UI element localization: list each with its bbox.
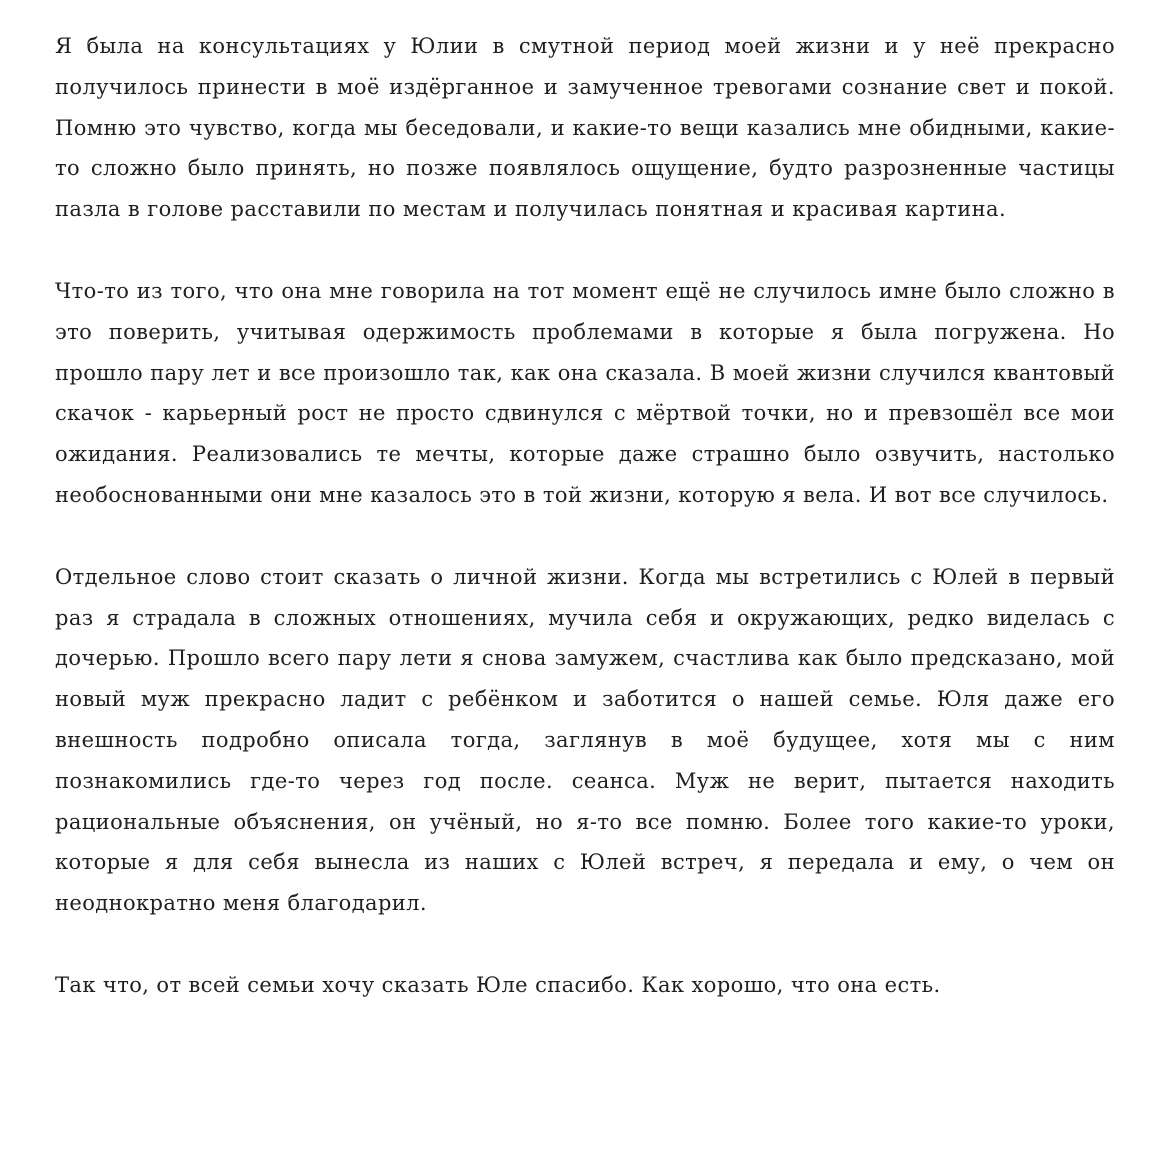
paragraph-personal-life: Отдельное слово стоит сказать о личной жизни. Когда мы встретились с Юлей в первый раз я страдала в сложных отношениях, мучила себя и окружающих, редко виделась с дочерью. Прошло всего пару лети я снова замужем, счастлива как было предсказано, мой новый муж прекрасно ладит с ребёнком и заботится о нашей семье. Юля даже его внешность подробно описала тогда, заглянув в моё будущее, хотя мы с ним познакомились где-то через год после. сеанса. Муж не верит, пытается находить рациональные объяснения, он учёный, но я-то все помню. Более того какие-то уроки, которые я для себя вынесла из наших с Юлей встреч, я передала и ему, о чем он неоднократно меня благодарил. bbox=[55, 564, 1115, 916]
testimonial-text bbox=[55, 26, 1115, 1006]
paragraph-thanks: Так что, от всей семьи хочу сказать Юле спасибо. Как хорошо, что она есть. bbox=[55, 972, 941, 997]
paragraph-career: Что-то из того, что она мне говорила на тот момент ещё не случилось имне было сложно в это поверить, учитывая одержимость проблемами в которые я была погружена. Но прошло пару лет и все произошло так, как она сказала. В моей жизни случился квантовый скачок - карьерный рост не просто сдвинулся с мёртвой точки, но и превзошёл все мои ожидания. Реализовались те мечты, которые даже страшно было озвучить, настолько необоснованными они мне казалось это в той жизни, которую я вела. И вот все случилось. bbox=[55, 278, 1115, 507]
paragraph-consultations: Я была на консультациях у Юлии в смутной период моей жизни и у неё прекрасно получилось принести в моё издёрганное и замученное тревогами сознание свет и покой. Помню это чувство, когда мы беседовали, и какие-то вещи казались мне обидными, какие-то сложно было принять, но позже появлялось ощущение, будто разрозненные частицы пазла в голове расставили по местам и получилась понятная и красивая картина. bbox=[55, 34, 1115, 222]
